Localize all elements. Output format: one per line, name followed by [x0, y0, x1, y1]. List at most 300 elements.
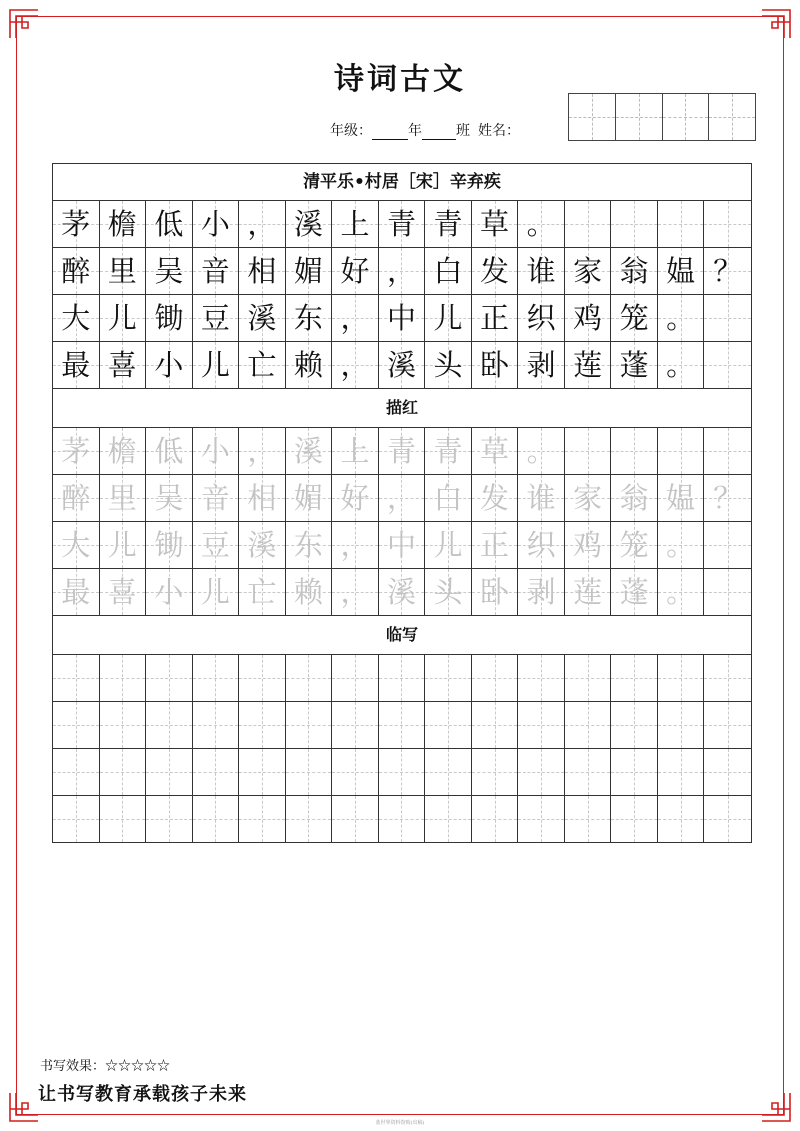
poem-char: 大 — [61, 300, 91, 335]
trace-cell[interactable] — [286, 569, 333, 615]
poem-char: 豆 — [200, 300, 230, 335]
poem-cell — [193, 201, 240, 247]
trace-char: 音 — [200, 480, 230, 515]
poem-cell — [239, 295, 286, 341]
poem-char: 音 — [200, 253, 230, 288]
rating-label: 书写效果：☆☆☆☆☆ — [40, 1059, 171, 1074]
poem-char: 相 — [247, 253, 277, 288]
copy-cell[interactable] — [100, 655, 147, 701]
poem-cell — [100, 342, 147, 388]
poem-char: ？ — [713, 253, 743, 288]
copy-row — [53, 655, 751, 702]
poem-cell — [146, 201, 193, 247]
poem-char: 儿 — [200, 347, 230, 382]
copy-cell[interactable] — [472, 749, 519, 795]
trace-cell[interactable] — [193, 522, 240, 568]
copy-cell[interactable] — [53, 796, 100, 842]
trace-cell[interactable] — [611, 569, 658, 615]
poem-cell — [565, 248, 612, 294]
copy-cell[interactable] — [146, 796, 193, 842]
trace-char: 好 — [340, 480, 370, 515]
trace-cell[interactable] — [425, 475, 472, 521]
copy-cell[interactable] — [704, 749, 751, 795]
copy-cell[interactable] — [658, 702, 705, 748]
copy-cell[interactable] — [425, 796, 472, 842]
copy-section-label: 临写 — [53, 616, 751, 655]
footnote: 蓝世界资料馆购(出稿) — [375, 1120, 425, 1126]
trace-char: 溪 — [247, 527, 277, 562]
poem-cell — [146, 295, 193, 341]
copy-cell[interactable] — [472, 702, 519, 748]
trace-cell[interactable] — [146, 475, 193, 521]
student-info — [330, 120, 520, 140]
trace-cell[interactable] — [704, 475, 751, 521]
trace-char: 莲 — [573, 574, 603, 609]
trace-cell[interactable] — [332, 569, 379, 615]
trace-cell[interactable] — [704, 569, 751, 615]
trace-char: 媪 — [666, 480, 696, 515]
page-title: 诗词古文 — [334, 62, 466, 97]
copy-cell[interactable] — [518, 655, 565, 701]
trace-cell[interactable] — [100, 475, 147, 521]
trace-cell[interactable] — [53, 569, 100, 615]
trace-char: 鸡 — [573, 527, 603, 562]
trace-cell[interactable] — [146, 569, 193, 615]
copy-cell[interactable] — [425, 655, 472, 701]
trace-cell[interactable] — [518, 522, 565, 568]
copy-cell[interactable] — [332, 655, 379, 701]
trace-char: 吴 — [154, 480, 184, 515]
copy-cell[interactable] — [472, 796, 519, 842]
poem-cell — [146, 342, 193, 388]
poem-char: 好 — [340, 253, 370, 288]
poem-char: 溪 — [293, 206, 323, 241]
trace-char: 大 — [61, 527, 91, 562]
trace-char: 白 — [433, 480, 463, 515]
copy-cell[interactable] — [332, 796, 379, 842]
poem-cell — [472, 342, 519, 388]
poem-cell — [658, 342, 705, 388]
poem-cell — [53, 201, 100, 247]
trace-cell[interactable] — [425, 428, 472, 474]
poem-char: 上 — [340, 206, 370, 241]
trace-cell[interactable] — [193, 475, 240, 521]
copy-cell[interactable] — [193, 655, 240, 701]
poem-cell — [611, 295, 658, 341]
copy-cell[interactable] — [658, 749, 705, 795]
poem-char: 媪 — [666, 253, 696, 288]
copy-cell[interactable] — [611, 655, 658, 701]
corner-ornament-top-left — [8, 8, 40, 40]
trace-cell[interactable] — [658, 428, 705, 474]
poem-cell — [286, 201, 333, 247]
trace-char: 家 — [573, 480, 603, 515]
poem-cell — [286, 248, 333, 294]
trace-char: 低 — [154, 433, 184, 468]
poem-char: 蓬 — [619, 347, 649, 382]
trace-char: 最 — [61, 574, 91, 609]
trace-cell[interactable] — [332, 428, 379, 474]
copy-cell[interactable] — [286, 749, 333, 795]
copy-cell[interactable] — [518, 796, 565, 842]
poem-char: 媚 — [293, 253, 323, 288]
poem-char: 。 — [666, 300, 696, 335]
poem-char: 赖 — [293, 347, 323, 382]
trace-char: 上 — [340, 433, 370, 468]
poem-cell — [332, 201, 379, 247]
poem-cell — [518, 295, 565, 341]
trace-char: 儿 — [433, 527, 463, 562]
trace-char: 头 — [433, 574, 463, 609]
copy-cell[interactable] — [286, 655, 333, 701]
poem-char: 。 — [526, 206, 556, 241]
copy-cell[interactable] — [53, 702, 100, 748]
poem-cell — [379, 342, 426, 388]
trace-char: 媚 — [293, 480, 323, 515]
poem-cell — [518, 201, 565, 247]
poem-cell — [704, 201, 751, 247]
copy-cell[interactable] — [53, 655, 100, 701]
copy-cell[interactable] — [658, 796, 705, 842]
poem-cell — [472, 295, 519, 341]
poem-cell — [565, 342, 612, 388]
copy-cell[interactable] — [286, 796, 333, 842]
poem-char: 小 — [200, 206, 230, 241]
copy-cell[interactable] — [379, 655, 426, 701]
poem-cell — [146, 248, 193, 294]
copy-cell[interactable] — [611, 749, 658, 795]
trace-char: 织 — [526, 527, 556, 562]
trace-cell[interactable] — [379, 475, 426, 521]
poem-char: 最 — [61, 347, 91, 382]
trace-char: 赖 — [293, 574, 323, 609]
copy-grid — [53, 655, 751, 843]
poem-char: 亡 — [247, 347, 277, 382]
trace-cell[interactable] — [100, 522, 147, 568]
poem-cell — [425, 248, 472, 294]
copy-cell[interactable] — [193, 796, 240, 842]
trace-cell[interactable] — [379, 569, 426, 615]
poem-char: 笼 — [619, 300, 649, 335]
copy-cell[interactable] — [565, 796, 612, 842]
poem-char: 谁 — [526, 253, 556, 288]
copy-cell[interactable] — [100, 702, 147, 748]
poem-char: 小 — [154, 347, 184, 382]
trace-char: 。 — [666, 574, 696, 609]
copy-row — [53, 702, 751, 749]
poem-char: ， — [340, 347, 370, 382]
poem-char: 。 — [666, 347, 696, 382]
poem-cell — [239, 248, 286, 294]
trace-cell[interactable] — [565, 569, 612, 615]
poem-cell — [286, 295, 333, 341]
trace-char: 相 — [247, 480, 277, 515]
poem-cell — [658, 201, 705, 247]
trace-cell[interactable] — [472, 522, 519, 568]
poem-cell — [472, 201, 519, 247]
copy-row — [53, 749, 751, 796]
poem-char: 翁 — [619, 253, 649, 288]
trace-section-label: 描红 — [53, 389, 751, 428]
poem-header: 清平乐•村居［宋］辛弃疾 — [53, 164, 751, 201]
poem-cell — [704, 342, 751, 388]
poem-cell — [611, 201, 658, 247]
poem-cell — [332, 295, 379, 341]
trace-char: 茅 — [61, 433, 91, 468]
year-label: 年 — [408, 123, 422, 139]
copy-cell[interactable] — [704, 702, 751, 748]
trace-cell[interactable] — [658, 569, 705, 615]
trace-char: 卧 — [480, 574, 510, 609]
trace-char: 里 — [107, 480, 137, 515]
copy-cell[interactable] — [611, 702, 658, 748]
poem-cell — [518, 248, 565, 294]
poem-char: 家 — [573, 253, 603, 288]
copy-cell[interactable] — [193, 749, 240, 795]
poem-cell — [379, 201, 426, 247]
trace-char: 豆 — [200, 527, 230, 562]
trace-cell[interactable] — [193, 428, 240, 474]
trace-cell[interactable] — [286, 428, 333, 474]
trace-cell[interactable] — [658, 522, 705, 568]
trace-char: 翁 — [619, 480, 649, 515]
copy-cell[interactable] — [332, 749, 379, 795]
trace-char: ？ — [713, 480, 743, 515]
trace-cell[interactable] — [425, 569, 472, 615]
trace-cell[interactable] — [611, 522, 658, 568]
name-box[interactable] — [663, 94, 710, 140]
poem-char: 卧 — [480, 347, 510, 382]
poem-cell — [100, 295, 147, 341]
trace-cell[interactable] — [53, 475, 100, 521]
copy-cell[interactable] — [518, 749, 565, 795]
trace-char: 儿 — [107, 527, 137, 562]
trace-cell[interactable] — [239, 475, 286, 521]
trace-cell[interactable] — [100, 569, 147, 615]
copy-cell[interactable] — [286, 702, 333, 748]
poem-char: 溪 — [386, 347, 416, 382]
poem-char: 青 — [433, 206, 463, 241]
trace-cell[interactable] — [286, 475, 333, 521]
name-box[interactable] — [709, 94, 755, 140]
poem-cell — [53, 342, 100, 388]
poem-cell — [425, 295, 472, 341]
name-box[interactable] — [569, 94, 616, 140]
trace-cell[interactable] — [565, 428, 612, 474]
poem-char: 莲 — [573, 347, 603, 382]
trace-char: 正 — [480, 527, 510, 562]
copy-cell[interactable] — [379, 749, 426, 795]
copy-cell[interactable] — [239, 796, 286, 842]
poem-cell — [425, 342, 472, 388]
poem-cell — [332, 248, 379, 294]
copy-cell[interactable] — [704, 796, 751, 842]
trace-char: 青 — [433, 433, 463, 468]
trace-row — [53, 522, 751, 569]
trace-char: 。 — [666, 527, 696, 562]
name-label: 姓名： — [478, 123, 520, 139]
poem-cell — [611, 248, 658, 294]
trace-cell[interactable] — [286, 522, 333, 568]
poem-cell — [565, 295, 612, 341]
poem-row — [53, 295, 751, 342]
grade-label: 年级： — [330, 123, 372, 139]
copy-cell[interactable] — [565, 702, 612, 748]
trace-char: 剥 — [526, 574, 556, 609]
poem-cell — [379, 295, 426, 341]
class-blank[interactable] — [422, 125, 456, 140]
trace-cell[interactable] — [565, 475, 612, 521]
trace-cell[interactable] — [472, 569, 519, 615]
copy-cell[interactable] — [239, 702, 286, 748]
copy-cell[interactable] — [518, 702, 565, 748]
poem-char: 剥 — [526, 347, 556, 382]
poem-char: 溪 — [247, 300, 277, 335]
poem-cell — [239, 201, 286, 247]
poem-char: ， — [386, 253, 416, 288]
copy-cell[interactable] — [425, 702, 472, 748]
copy-cell[interactable] — [565, 749, 612, 795]
copy-cell[interactable] — [100, 796, 147, 842]
trace-char: 笼 — [619, 527, 649, 562]
poem-char: 白 — [433, 253, 463, 288]
copy-cell[interactable] — [425, 749, 472, 795]
trace-cell[interactable] — [472, 428, 519, 474]
poem-char: 正 — [480, 300, 510, 335]
trace-cell[interactable] — [518, 569, 565, 615]
trace-char: 谁 — [526, 480, 556, 515]
trace-char: 小 — [154, 574, 184, 609]
trace-cell[interactable] — [704, 428, 751, 474]
poem-char: 吴 — [154, 253, 184, 288]
name-writing-boxes[interactable] — [568, 93, 756, 141]
copy-cell[interactable] — [193, 702, 240, 748]
trace-cell[interactable] — [704, 522, 751, 568]
trace-cell[interactable] — [425, 522, 472, 568]
trace-cell[interactable] — [658, 475, 705, 521]
trace-char: 溪 — [293, 433, 323, 468]
copy-cell[interactable] — [472, 655, 519, 701]
copy-cell[interactable] — [611, 796, 658, 842]
poem-char: 喜 — [107, 347, 137, 382]
grade-blank[interactable] — [372, 125, 408, 140]
trace-char: 锄 — [154, 527, 184, 562]
trace-char: 喜 — [107, 574, 137, 609]
trace-char: 檐 — [107, 433, 137, 468]
poem-char: 东 — [293, 300, 323, 335]
trace-char: 。 — [526, 433, 556, 468]
trace-cell[interactable] — [239, 569, 286, 615]
trace-cell[interactable] — [518, 475, 565, 521]
trace-cell[interactable] — [146, 428, 193, 474]
poem-cell — [379, 248, 426, 294]
poem-cell — [193, 295, 240, 341]
poem-cell — [193, 248, 240, 294]
trace-char: 小 — [200, 433, 230, 468]
trace-cell[interactable] — [379, 522, 426, 568]
poem-row — [53, 201, 751, 248]
poem-char: 醉 — [61, 253, 91, 288]
poem-cell — [425, 201, 472, 247]
trace-cell[interactable] — [193, 569, 240, 615]
trace-char: ， — [340, 527, 370, 562]
copy-cell[interactable] — [146, 655, 193, 701]
trace-cell[interactable] — [100, 428, 147, 474]
copy-cell[interactable] — [704, 655, 751, 701]
trace-row — [53, 475, 751, 522]
poem-cell — [518, 342, 565, 388]
name-box[interactable] — [616, 94, 663, 140]
copy-cell[interactable] — [239, 655, 286, 701]
poem-grid — [53, 201, 751, 389]
poem-char: 里 — [107, 253, 137, 288]
trace-cell[interactable] — [332, 475, 379, 521]
trace-row — [53, 428, 751, 475]
trace-char: 蓬 — [619, 574, 649, 609]
copy-cell[interactable] — [146, 749, 193, 795]
poem-char: 草 — [480, 206, 510, 241]
trace-cell[interactable] — [239, 522, 286, 568]
poem-cell — [100, 248, 147, 294]
trace-cell[interactable] — [518, 428, 565, 474]
trace-cell[interactable] — [472, 475, 519, 521]
poem-cell — [53, 295, 100, 341]
trace-row — [53, 569, 751, 616]
poem-cell — [53, 248, 100, 294]
trace-char: 中 — [386, 527, 416, 562]
poem-char: 织 — [526, 300, 556, 335]
copy-row — [53, 796, 751, 843]
trace-char: ， — [340, 574, 370, 609]
trace-cell[interactable] — [565, 522, 612, 568]
trace-cell[interactable] — [379, 428, 426, 474]
trace-cell[interactable] — [611, 475, 658, 521]
poem-cell — [100, 201, 147, 247]
trace-char: ， — [386, 480, 416, 515]
poem-cell — [704, 295, 751, 341]
poem-char: 发 — [480, 253, 510, 288]
copy-cell[interactable] — [658, 655, 705, 701]
poem-cell — [332, 342, 379, 388]
poem-cell — [239, 342, 286, 388]
copy-cell[interactable] — [565, 655, 612, 701]
copy-cell[interactable] — [53, 749, 100, 795]
trace-cell[interactable] — [53, 428, 100, 474]
poem-cell — [472, 248, 519, 294]
trace-char: 草 — [480, 433, 510, 468]
copy-cell[interactable] — [379, 796, 426, 842]
copy-cell[interactable] — [100, 749, 147, 795]
trace-grid — [53, 428, 751, 616]
trace-cell[interactable] — [611, 428, 658, 474]
poem-char: 儿 — [433, 300, 463, 335]
trace-cell[interactable] — [239, 428, 286, 474]
poem-row — [53, 248, 751, 295]
trace-cell[interactable] — [332, 522, 379, 568]
trace-cell[interactable] — [53, 522, 100, 568]
slogan: 让书写教育承载孩子未来 — [38, 1084, 247, 1105]
copy-cell[interactable] — [332, 702, 379, 748]
poem-cell — [286, 342, 333, 388]
copy-cell[interactable] — [379, 702, 426, 748]
copy-cell[interactable] — [146, 702, 193, 748]
trace-char: 东 — [293, 527, 323, 562]
trace-char: 醉 — [61, 480, 91, 515]
class-label: 班 — [456, 123, 470, 139]
trace-cell[interactable] — [146, 522, 193, 568]
copy-cell[interactable] — [239, 749, 286, 795]
poem-cell — [658, 248, 705, 294]
